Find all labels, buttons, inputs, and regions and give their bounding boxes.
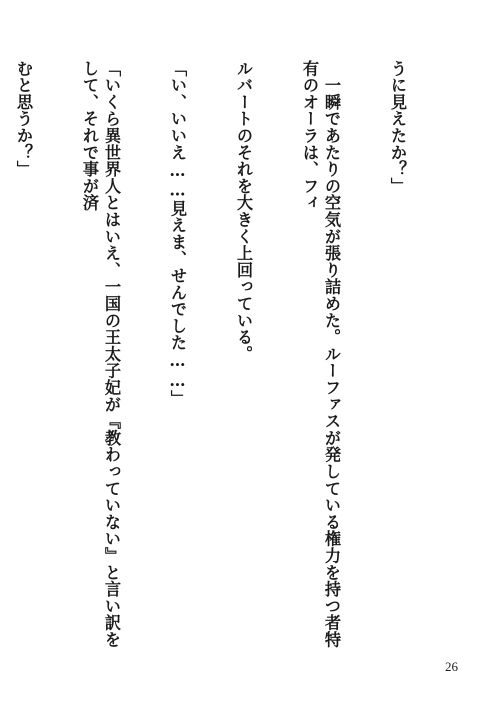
text-line: むと思うか？」 <box>14 60 33 178</box>
text-line: 「い、いいえ……見えま、せんでした……」 <box>168 60 187 408</box>
text-line: 「いくら異世界人とはいえ、一国の王太子妃が『教わっていない』と言い訳をして、それで事が済 <box>80 60 121 648</box>
text-line: 一瞬であたりの空気が張り詰めた。ルーファスが発している権力を持つ者特有のオーラは、フィ <box>300 60 341 648</box>
page-number: 26 <box>445 659 458 674</box>
text-line: ルバートのそれを大きく上回っている。 <box>234 60 253 363</box>
text-line: うに見えたか？」 <box>388 60 407 195</box>
vertical-text-body <box>14 60 452 656</box>
